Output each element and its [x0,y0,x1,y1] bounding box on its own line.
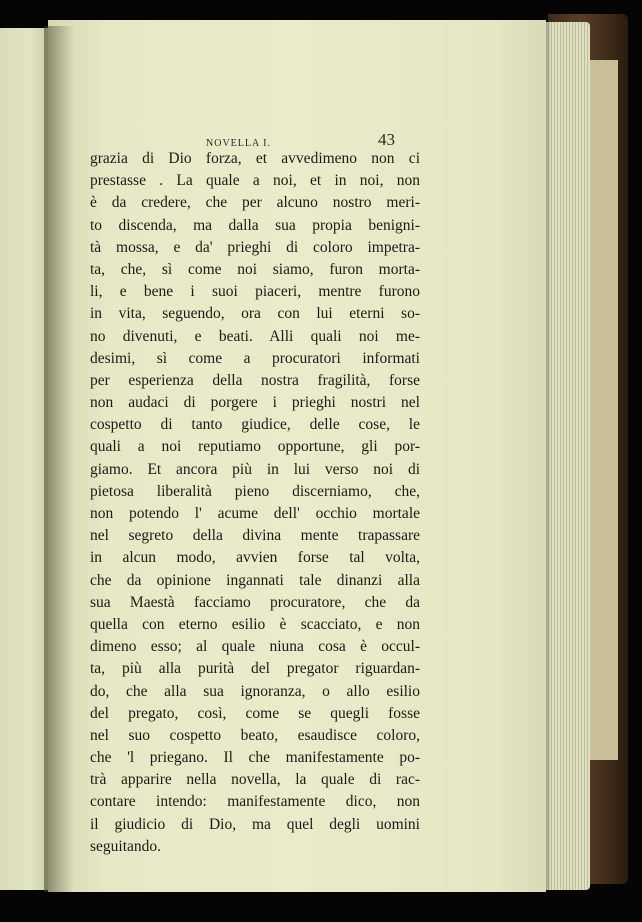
text-line: il giudicio di Dio, ma quel degli uomini [90,815,420,833]
text-line: li, e bene i suoi piaceri, mentre furono [90,283,420,301]
text-line: è da credere, che per alcuno nostro meri- [90,194,420,212]
running-head: NOVELLA I. [206,138,271,149]
page-stack-edge [540,22,590,890]
text-line: quella con eterno esilio è scacciato, e non [90,615,420,633]
text-line: del pregato, così, come se quegli fosse [90,704,420,722]
text-line: dimeno esso; al quale niuna cosa è occul- [90,638,420,656]
text-line: ta, che, sì come noi siamo, furon morta- [90,260,420,278]
text-line: non potendo l' acume dell' occhio mortale [90,505,420,522]
text-line: seguitando. [90,837,162,855]
text-line: sua Maestà facciamo procuratore, che da [90,593,420,611]
text-line: nel segreto della divina mente trapassare [90,527,420,545]
text-line: pietosa liberalità pieno discerniamo, che, [90,482,420,500]
text-line: do, che alla sua ignoranza, o allo esilio [90,682,420,700]
text-line: trà apparire nella novella, la quale di rac- [90,771,420,789]
text-line: no divenuti, e beati. Alli quali noi me- [90,327,420,345]
text-line: non audaci di porgere i prieghi nostri nel [90,394,420,412]
text-line: in vita, seguendo, ora con lui eterni so- [90,305,420,323]
gutter-shadow [44,26,74,892]
text-line: grazia di Dio forza, et avvedimeno non ci [90,150,420,167]
text-line: in alcun modo, avvien forse tal volta, [90,549,420,567]
text-line: to discenda, ma dalla sua propia benigni- [90,216,420,234]
text-line: nel suo cospetto beato, esaudisce coloro, [90,726,420,744]
text-line: contare intendo: manifestamente dico, non [90,793,420,811]
text-line: giamo. Et ancora più in lui verso noi di [90,460,420,478]
text-line: desimi, sì come a procuratori informati [90,349,420,367]
cover-edge [590,60,618,760]
text-line: cospetto di tanto giudice, delle cose, le [90,416,420,434]
book-page [48,20,546,892]
text-line: quali a noi reputiamo opportune, gli por- [90,438,420,456]
text-line: che da opinione ingannati tale dinanzi alla [90,571,420,589]
text-line: prestasse . La quale a noi, et in noi, non [90,172,420,190]
text-line: che 'l priegano. Il che manifestamente po- [90,749,420,767]
text-line: tà mossa, e da' prieghi di coloro impetra- [90,238,420,256]
text-line: per esperienza della nostra fragilità, forse [90,371,420,389]
text-line: ta, più alla purità del pregator riguardan- [90,660,420,678]
body-text [90,148,420,858]
page-number: 43 [378,130,395,149]
